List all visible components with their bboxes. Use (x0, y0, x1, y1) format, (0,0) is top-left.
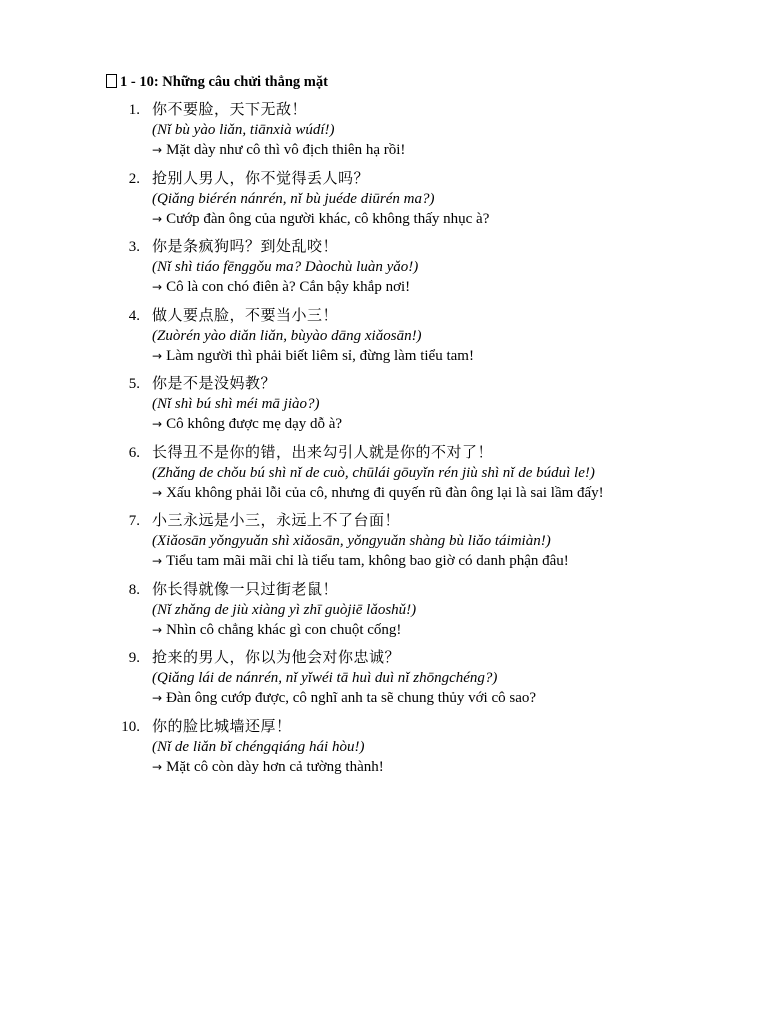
missing-glyph-icon (106, 74, 117, 88)
vietnamese-translation: Nhìn cô chẳng khác gì con chuột cống! (166, 621, 402, 638)
list-item-number: 6. (128, 444, 140, 461)
chinese-phrase: 做人要点脸，不要当小三！ (152, 307, 339, 324)
pinyin-transliteration: (Zuòrén yào diǎn liǎn, bùyào dāng xiǎosān!) (152, 327, 422, 344)
chinese-phrase: 小三永远是小三，永远上不了台面！ (152, 513, 401, 529)
vietnamese-translation-line (152, 209, 752, 229)
vietnamese-translation: Cô không được mẹ dạy dỗ à? (166, 416, 343, 432)
vietnamese-translation-line (152, 277, 752, 297)
list-item-body (152, 100, 752, 160)
section-heading (106, 72, 328, 92)
vietnamese-translation: Cô là con chó điên à? Cắn bậy khắp nơi! (166, 279, 411, 295)
vietnamese-translation: Đàn ông cướp được, cô nghĩ anh ta sẽ chung thủy với cô sao? (166, 690, 537, 706)
list-item-body (152, 443, 752, 503)
arrow-right-icon: → (152, 417, 163, 431)
vietnamese-translation-line (152, 140, 752, 160)
pinyin-transliteration: (Nǐ de liǎn bǐ chéngqiáng hái hòu!) (152, 738, 365, 755)
vietnamese-translation: Cướp đàn ông của người khác, cô không thấy nhục à? (166, 210, 490, 227)
chinese-phrase: 你不要脸，天下无敌！ (152, 102, 308, 118)
list-item-number: 4. (128, 307, 140, 324)
list-item-number: 10. (121, 718, 140, 735)
list-item (0, 374, 768, 443)
list-item-number: 3. (128, 239, 140, 255)
arrow-right-icon: → (152, 485, 163, 500)
section-heading-text: 1 - 10: Những câu chửi thẳng mặt (120, 74, 328, 90)
vietnamese-translation: Xấu không phải lỗi của cô, nhưng đi quyến rũ đàn ông lại là sai lầm đấy! (166, 484, 604, 501)
list-item-body (152, 237, 752, 297)
vietnamese-translation: Mặt dày như cô thì vô địch thiên hạ rồi! (166, 142, 406, 158)
list-item (0, 443, 768, 512)
list-item (0, 717, 768, 786)
vietnamese-translation: Làm người thì phải biết liêm sỉ, đừng làm tiểu tam! (166, 347, 474, 364)
chinese-phrase: 你的脸比城墙还厚！ (152, 718, 292, 735)
vietnamese-translation-line (152, 688, 752, 708)
chinese-phrase: 抢别人男人，你不觉得丢人吗？ (152, 170, 370, 187)
vietnamese-translation: Tiểu tam mãi mãi chỉ là tiểu tam, không bao giờ có danh phận đâu! (166, 553, 569, 569)
list-item-number: 2. (128, 170, 140, 187)
arrow-right-icon: → (152, 143, 163, 157)
list-item-number: 1. (128, 102, 140, 118)
vietnamese-translation-line (152, 757, 752, 777)
vietnamese-translation-line (152, 346, 752, 366)
list-item-number: 9. (128, 650, 140, 666)
list-item-body (152, 169, 752, 229)
vietnamese-translation: Mặt cô còn dày hơn cả tường thành! (166, 758, 384, 775)
list-item-number: 5. (128, 376, 140, 392)
vietnamese-translation-line (152, 483, 752, 503)
arrow-right-icon: → (152, 759, 163, 774)
list-item-body (152, 717, 752, 777)
vietnamese-translation-line (152, 414, 752, 434)
list-item (0, 169, 768, 238)
list-item-body (152, 374, 752, 434)
list-item (0, 237, 768, 306)
arrow-right-icon: → (152, 280, 163, 294)
list-item (0, 648, 768, 717)
list-item (0, 580, 768, 649)
pinyin-transliteration: (Qiǎng lái de nánrén, nǐ yǐwéi tā huì duì nǐ zhōngchéng?) (152, 670, 498, 686)
chinese-phrase: 抢来的男人，你以为他会对你忠诚？ (152, 650, 401, 666)
list-item-body (152, 306, 752, 366)
list-item-body (152, 580, 752, 640)
arrow-right-icon: → (152, 348, 163, 363)
list-item (0, 100, 768, 169)
arrow-right-icon: → (152, 211, 163, 226)
list-item (0, 306, 768, 375)
arrow-right-icon: → (152, 554, 163, 568)
pinyin-transliteration: (Nǐ shì tiáo fēnggǒu ma? Dàochù luàn yǎo!) (152, 259, 419, 275)
pinyin-transliteration: (Nǐ bù yào liǎn, tiānxià wúdí!) (152, 122, 335, 138)
list-item-body (152, 511, 752, 571)
pinyin-transliteration: (Xiǎosān yǒngyuǎn shì xiǎosān, yǒngyuǎn shàng bù liǎo táimiàn!) (152, 533, 551, 549)
chinese-phrase: 你是条疯狗吗？到处乱咬！ (152, 239, 339, 255)
arrow-right-icon: → (152, 622, 163, 637)
vietnamese-translation-line (152, 551, 752, 571)
phrase-list (0, 100, 768, 785)
vietnamese-translation-line (152, 620, 752, 640)
list-item-number: 7. (128, 513, 140, 529)
pinyin-transliteration: (Zhǎng de chǒu bú shì nǐ de cuò, chūlái gōuyǐn rén jiù shì nǐ de búduì le!) (152, 464, 595, 481)
list-item-body (152, 648, 752, 708)
chinese-phrase: 你长得就像一只过街老鼠！ (152, 581, 339, 598)
chinese-phrase: 你是不是没妈教？ (152, 376, 277, 392)
arrow-right-icon: → (152, 691, 163, 705)
pinyin-transliteration: (Nǐ zhǎng de jiù xiàng yì zhī guòjiē lǎoshǔ!) (152, 601, 417, 618)
list-item-number: 8. (128, 581, 140, 598)
pinyin-transliteration: (Qiǎng biérén nánrén, nǐ bù juéde diūrén ma?) (152, 190, 435, 207)
list-item (0, 511, 768, 580)
chinese-phrase: 长得丑不是你的错，出来勾引人就是你的不对了！ (152, 444, 494, 461)
pinyin-transliteration: (Nǐ shì bú shì méi mā jiào?) (152, 396, 320, 412)
